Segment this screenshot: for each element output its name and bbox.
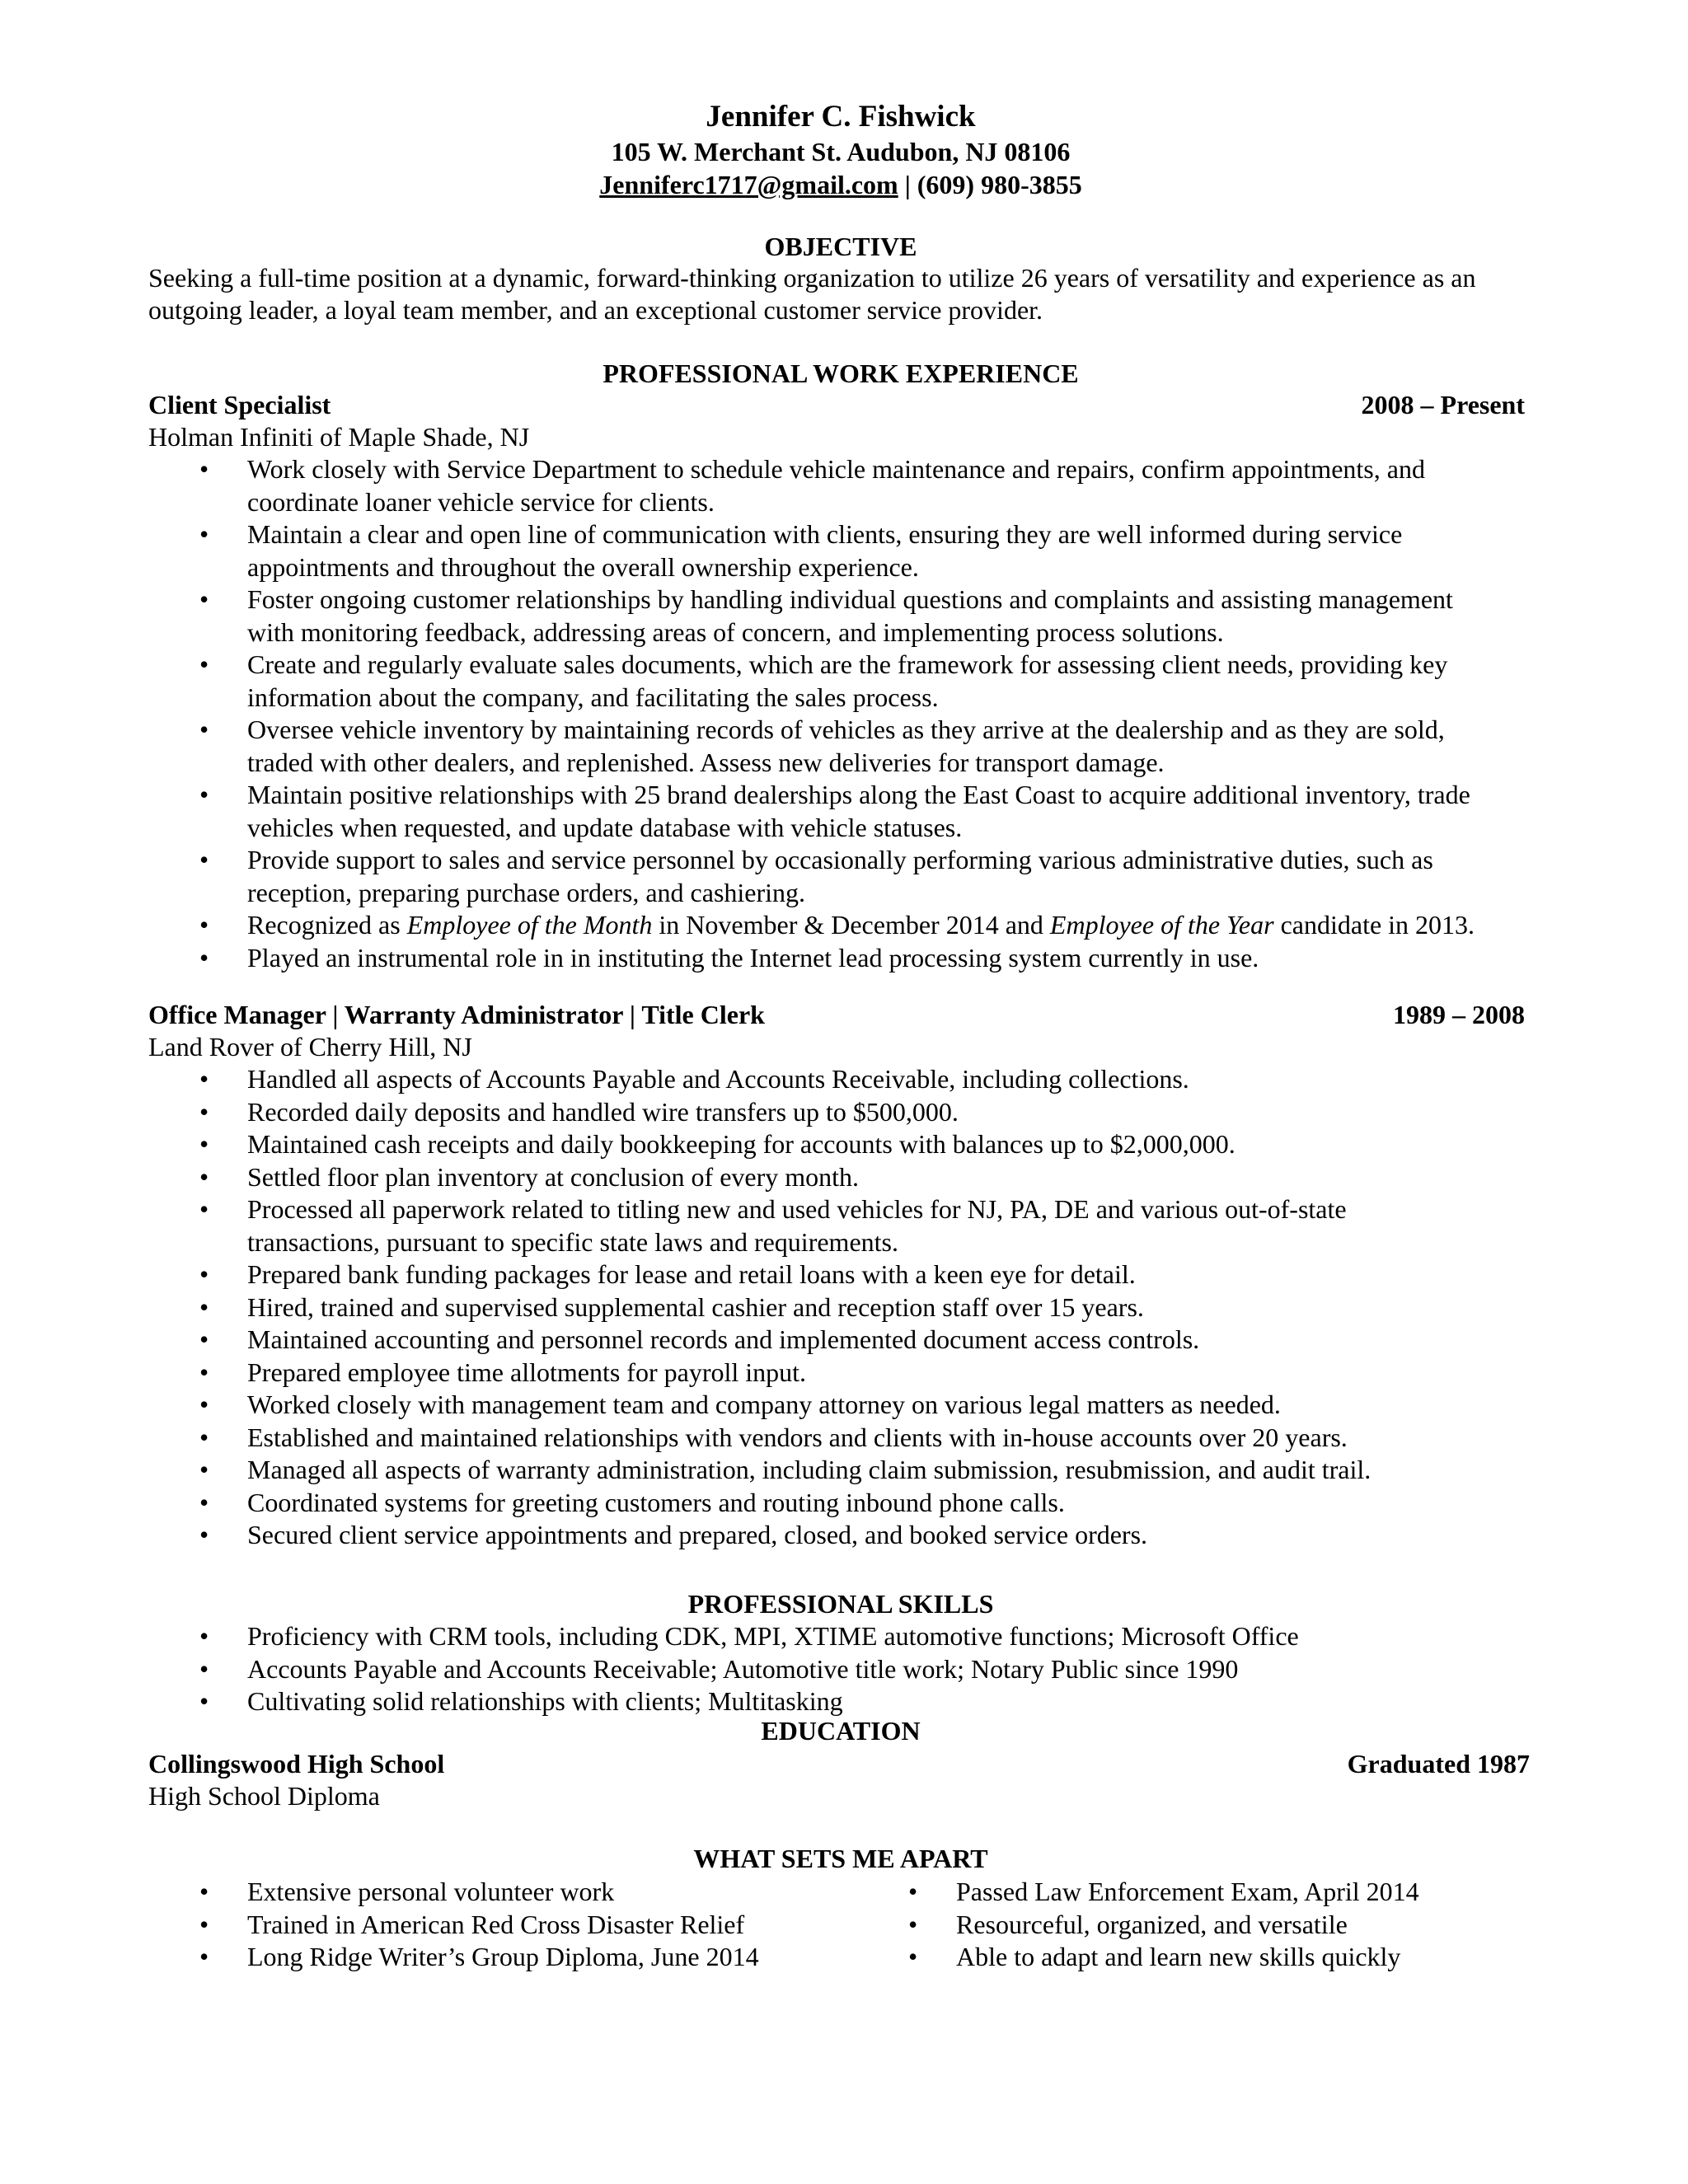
job-title: Client Specialist — [148, 390, 331, 419]
employer: Land Rover of Cherry Hill, NJ — [148, 1032, 472, 1062]
education-heading: EDUCATION — [761, 1716, 921, 1746]
list-item: • Prepared employee time allotments for payroll input. — [148, 1357, 1533, 1390]
email-link[interactable]: Jenniferc1717@gmail.com — [599, 170, 898, 199]
list-item: • Maintain positive relationships with 25 brand dealerships along the East Coast to acquire additional inventory, trade vehicles when requested, and update database with vehicle statuses. — [148, 779, 1533, 844]
list-item: • Oversee vehicle inventory by maintaining records of vehicles as they arrive at the dealership and as they are sold, traded with other dealers, and replenished. Assess new deliveries for transport damage. — [148, 714, 1533, 779]
apart-left-list — [148, 1876, 857, 1974]
list-item: • Proficiency with CRM tools, including CDK, MPI, XTIME automotive functions; Microsoft Office — [148, 1620, 1533, 1653]
list-item: • Foster ongoing customer relationships by handling individual questions and complaints and assisting management with monitoring feedback, addressing areas of concern, and implementing process solutions. — [148, 583, 1533, 649]
address: 105 W. Merchant St. Audubon, NJ 08106 — [611, 137, 1071, 166]
school-name: Collingswood High School — [148, 1749, 445, 1779]
job-header — [148, 389, 1525, 421]
objective-line: outgoing leader, a loyal team member, and an exceptional customer service provider. — [148, 295, 1043, 325]
list-item: • Worked closely with management team and company attorney on various legal matters as needed. — [148, 1389, 1533, 1422]
list-item: • Provide support to sales and service personnel by occasionally performing various administrative duties, such as reception, preparing purchase orders, and cashiering. — [148, 844, 1533, 909]
contact-line — [148, 169, 1533, 200]
list-item: • Resourceful, organized, and versatile — [857, 1909, 1533, 1942]
experience-heading: PROFESSIONAL WORK EXPERIENCE — [603, 359, 1079, 388]
education-header — [148, 1748, 1530, 1780]
list-item: • Secured client service appointments and prepared, closed, and booked service orders. — [148, 1519, 1533, 1552]
list-item: • Maintained accounting and personnel records and implemented document access controls. — [148, 1324, 1533, 1357]
objective-line: Seeking a full-time position at a dynamic, forward-thinking organization to utilize 26 years of versatility and experience as an — [148, 263, 1476, 293]
list-item: • Trained in American Red Cross Disaster Relief — [148, 1909, 857, 1942]
job-title: Office Manager | Warranty Administrator | Title Clerk — [148, 1000, 765, 1029]
list-item: • Established and maintained relationships with vendors and clients with in-house accounts over 20 years. — [148, 1422, 1533, 1455]
list-item: • Processed all paperwork related to titling new and used vehicles for NJ, PA, DE and various out-of-state transactions, pursuant to specific state laws and requirements. — [148, 1193, 1533, 1258]
skills-list — [148, 1620, 1533, 1718]
graduation-date: Graduated 1987 — [1347, 1749, 1530, 1779]
list-item: • Prepared bank funding packages for lease and retail loans with a keen eye for detail. — [148, 1258, 1533, 1291]
list-item: • Recorded daily deposits and handled wire transfers up to $500,000. — [148, 1096, 1533, 1129]
list-item: • Coordinated systems for greeting customers and routing inbound phone calls. — [148, 1487, 1533, 1520]
list-item: • Handled all aspects of Accounts Payable and Accounts Receivable, including collections. — [148, 1063, 1533, 1096]
list-item: • Work closely with Service Department to schedule vehicle maintenance and repairs, confirm appointments, and coordinate loaner vehicle service for clients. — [148, 453, 1533, 518]
phone-number: (609) 980-3855 — [917, 170, 1082, 199]
job-dates: 1989 – 2008 — [1393, 1000, 1525, 1029]
candidate-name: Jennifer C. Fishwick — [706, 100, 976, 134]
list-item: • Played an instrumental role in in instituting the Internet lead processing system currently in use. — [148, 942, 1533, 975]
job-header — [148, 999, 1525, 1031]
job-dates: 2008 – Present — [1361, 390, 1525, 419]
list-item: • Long Ridge Writer’s Group Diploma, June 2014 — [148, 1941, 857, 1974]
skills-heading: PROFESSIONAL SKILLS — [687, 1589, 994, 1619]
objective-heading: OBJECTIVE — [764, 232, 917, 261]
employer: Holman Infiniti of Maple Shade, NJ — [148, 422, 530, 452]
apart-right-list — [857, 1876, 1533, 1974]
list-item: • Maintained cash receipts and daily bookkeeping for accounts with balances up to $2,000,000. — [148, 1128, 1533, 1161]
list-item: • Cultivating solid relationships with clients; Multitasking — [148, 1685, 1533, 1718]
apart-right-column — [857, 1876, 1533, 1974]
list-item: • Able to adapt and learn new skills quickly — [857, 1941, 1533, 1974]
apart-left-column — [148, 1876, 857, 1974]
list-item: • Settled floor plan inventory at conclusion of every month. — [148, 1161, 1533, 1194]
list-item: • Recognized as Employee of the Month in November & December 2014 and Employee of the Year candidate in 2013. — [148, 909, 1533, 942]
list-item: • Passed Law Enforcement Exam, April 2014 — [857, 1876, 1533, 1909]
list-item: • Accounts Payable and Accounts Receivable; Automotive title work; Notary Public since 1990 — [148, 1653, 1533, 1686]
apart-heading: WHAT SETS ME APART — [693, 1844, 988, 1873]
objective-text — [148, 262, 1533, 326]
degree: High School Diploma — [148, 1781, 380, 1811]
list-item: • Managed all aspects of warranty administration, including claim submission, resubmission, and audit trail. — [148, 1454, 1533, 1487]
list-item: • Create and regularly evaluate sales documents, which are the framework for assessing client needs, providing key information about the company, and facilitating the sales process. — [148, 649, 1533, 714]
job-bullets — [148, 1063, 1533, 1552]
contact-separator: | — [898, 170, 917, 199]
job-bullets — [148, 453, 1533, 974]
list-item: • Maintain a clear and open line of communication with clients, ensuring they are well informed during service appointments and throughout the overall ownership experience. — [148, 518, 1533, 583]
list-item: • Hired, trained and supervised supplemental cashier and reception staff over 15 years. — [148, 1291, 1533, 1324]
list-item: • Extensive personal volunteer work — [148, 1876, 857, 1909]
